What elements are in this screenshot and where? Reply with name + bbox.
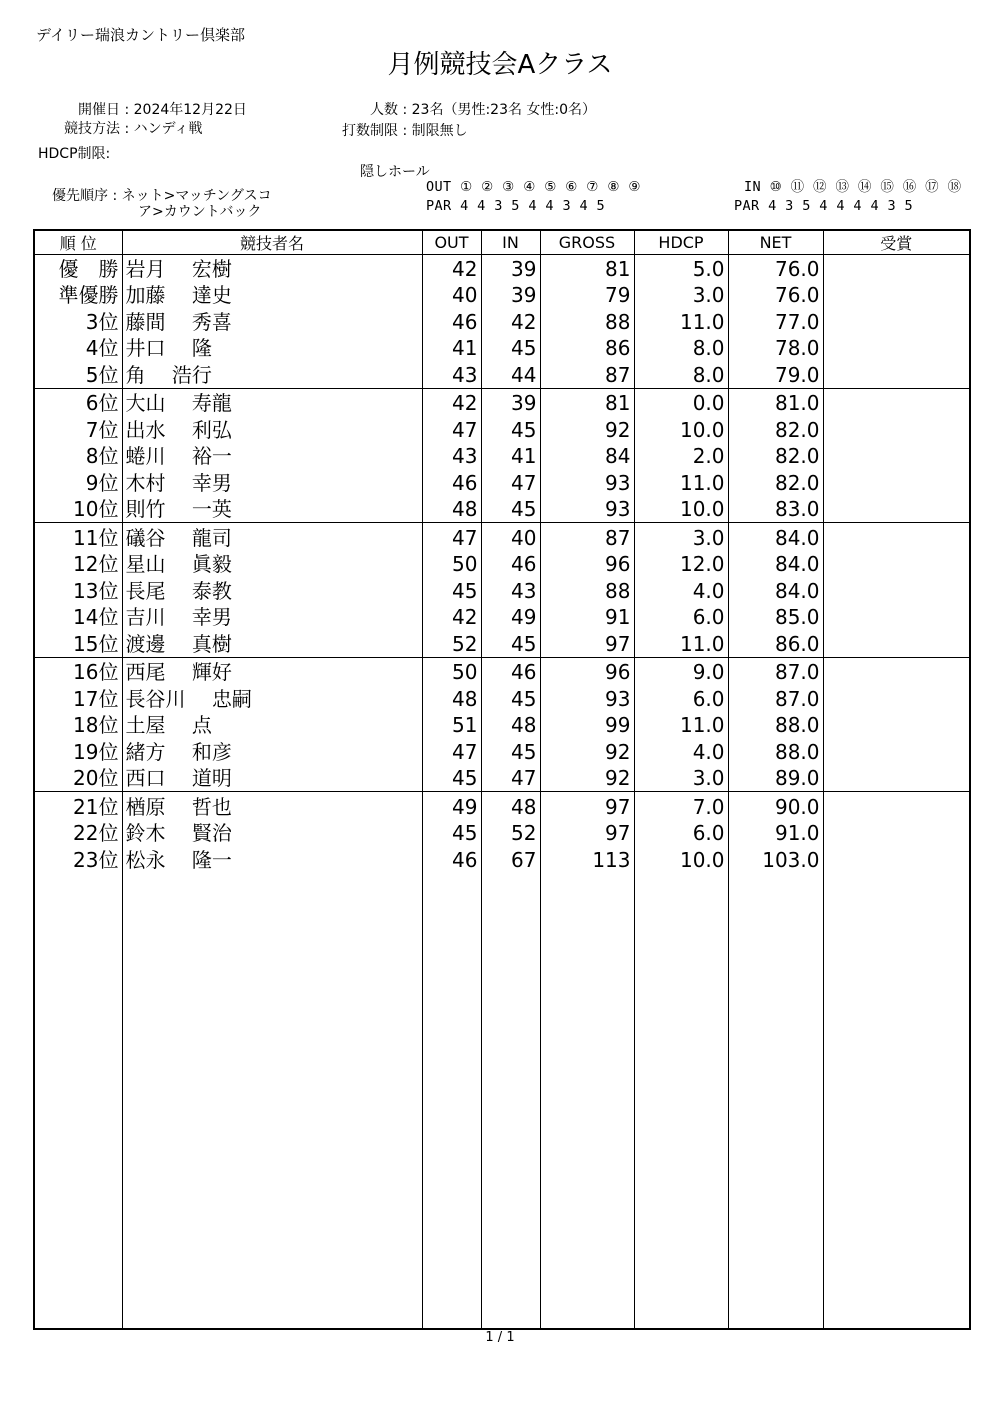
- table-filler-row: [34, 873, 970, 1330]
- net-score-cell: 82.0: [728, 443, 823, 470]
- out-score-cell: 46: [422, 469, 481, 496]
- award-cell: [823, 282, 970, 309]
- in-score-cell: 45: [481, 630, 540, 657]
- player-name-cell: 木村 幸男: [122, 469, 422, 496]
- player-name-cell: 礒谷 龍司: [122, 523, 422, 551]
- rank-cell: 19位: [34, 738, 122, 765]
- hdcp-cell: 6.0: [634, 604, 728, 631]
- net-score-cell: 91.0: [728, 820, 823, 847]
- in-score-cell: 44: [481, 361, 540, 388]
- priority-line1: ネット>マッチングスコ: [121, 188, 272, 204]
- table-row: [34, 685, 970, 712]
- filler-cell: [481, 873, 540, 1330]
- date-label: 開催日: [78, 102, 120, 118]
- results-body: [34, 255, 970, 1330]
- hdcp-cell: 8.0: [634, 335, 728, 362]
- net-score-cell: 82.0: [728, 469, 823, 496]
- gross-score-cell: 87: [540, 523, 634, 551]
- award-cell: [823, 361, 970, 388]
- rank-cell: 3位: [34, 308, 122, 335]
- hdcp-cell: 9.0: [634, 657, 728, 685]
- award-cell: [823, 792, 970, 820]
- club-name: デイリー瑞浪カントリー倶楽部: [36, 26, 245, 44]
- in-score-cell: 41: [481, 443, 540, 470]
- participants-row: 人数 : 23名（男性:23名 女性:0名）: [300, 101, 596, 119]
- gross-score-cell: 93: [540, 685, 634, 712]
- in-score-cell: 42: [481, 308, 540, 335]
- hdcp-cell: 0.0: [634, 388, 728, 416]
- net-score-cell: 88.0: [728, 738, 823, 765]
- in-score-cell: 39: [481, 282, 540, 309]
- award-cell: [823, 388, 970, 416]
- in-score-cell: 45: [481, 685, 540, 712]
- table-row: [34, 657, 970, 685]
- hdcp-cell: 10.0: [634, 846, 728, 873]
- gross-score-cell: 96: [540, 551, 634, 578]
- award-cell: [823, 604, 970, 631]
- gross-score-cell: 92: [540, 738, 634, 765]
- gross-score-cell: 93: [540, 496, 634, 523]
- in-score-cell: 46: [481, 551, 540, 578]
- table-row: [34, 282, 970, 309]
- in-score-cell: 48: [481, 712, 540, 739]
- net-score-cell: 82.0: [728, 416, 823, 443]
- header-in: IN: [481, 230, 540, 255]
- hdcp-cell: 4.0: [634, 577, 728, 604]
- hdcp-cell: 11.0: [634, 308, 728, 335]
- header-out: OUT: [422, 230, 481, 255]
- header-hdcp: HDCP: [634, 230, 728, 255]
- in-score-cell: 39: [481, 388, 540, 416]
- net-score-cell: 79.0: [728, 361, 823, 388]
- header-gross: GROSS: [540, 230, 634, 255]
- net-score-cell: 84.0: [728, 577, 823, 604]
- hdcp-cell: 3.0: [634, 765, 728, 792]
- header-name: 競技者名: [122, 230, 422, 255]
- rank-cell: 21位: [34, 792, 122, 820]
- net-score-cell: 87.0: [728, 685, 823, 712]
- net-score-cell: 83.0: [728, 496, 823, 523]
- out-score-cell: 47: [422, 523, 481, 551]
- in-score-cell: 45: [481, 738, 540, 765]
- out-score-cell: 42: [422, 604, 481, 631]
- table-row: [34, 388, 970, 416]
- award-cell: [823, 630, 970, 657]
- gross-score-cell: 97: [540, 792, 634, 820]
- stroke-limit-label: 打数制限: [342, 123, 398, 139]
- rank-cell: 7位: [34, 416, 122, 443]
- out-score-cell: 43: [422, 443, 481, 470]
- hdcp-cell: 11.0: [634, 630, 728, 657]
- in-holes-line: IN ⑩ ⑪ ⑫ ⑬ ⑭ ⑮ ⑯ ⑰ ⑱: [744, 179, 962, 195]
- table-row: [34, 630, 970, 657]
- net-score-cell: 77.0: [728, 308, 823, 335]
- award-cell: [823, 551, 970, 578]
- filler-cell: [122, 873, 422, 1330]
- table-row: [34, 846, 970, 873]
- table-row: [34, 308, 970, 335]
- gross-score-cell: 113: [540, 846, 634, 873]
- out-score-cell: 45: [422, 577, 481, 604]
- net-score-cell: 78.0: [728, 335, 823, 362]
- award-cell: [823, 308, 970, 335]
- in-score-cell: 45: [481, 416, 540, 443]
- hdcp-cell: 6.0: [634, 685, 728, 712]
- net-score-cell: 84.0: [728, 551, 823, 578]
- gross-score-cell: 93: [540, 469, 634, 496]
- gross-score-cell: 88: [540, 308, 634, 335]
- hdcp-limit-row: HDCP制限:: [38, 146, 111, 162]
- hdcp-cell: 3.0: [634, 282, 728, 309]
- gross-score-cell: 81: [540, 255, 634, 282]
- in-score-cell: 40: [481, 523, 540, 551]
- hdcp-cell: 4.0: [634, 738, 728, 765]
- out-score-cell: 41: [422, 335, 481, 362]
- rank-cell: 優 勝: [34, 255, 122, 282]
- date-row: 開催日 : 2024年12月22日: [40, 101, 247, 119]
- header-rank: 順 位: [34, 230, 122, 255]
- player-name-cell: 西口 道明: [122, 765, 422, 792]
- player-name-cell: 大山 寿龍: [122, 388, 422, 416]
- method-row: 競技方法 : ハンディ戦: [40, 120, 203, 138]
- player-name-cell: 井口 隆: [122, 335, 422, 362]
- in-par-line: PAR 4 3 5 4 4 4 4 3 5: [734, 198, 914, 214]
- out-score-cell: 49: [422, 792, 481, 820]
- table-row: [34, 604, 970, 631]
- rank-cell: 23位: [34, 846, 122, 873]
- award-cell: [823, 765, 970, 792]
- table-row: [34, 416, 970, 443]
- out-score-cell: 42: [422, 388, 481, 416]
- priority-line2: ア>カウントバック: [138, 204, 262, 220]
- gross-score-cell: 86: [540, 335, 634, 362]
- player-name-cell: 岩月 宏樹: [122, 255, 422, 282]
- player-name-cell: 出水 利弘: [122, 416, 422, 443]
- player-name-cell: 加藤 達史: [122, 282, 422, 309]
- participants-label: 人数: [370, 102, 398, 118]
- gross-score-cell: 99: [540, 712, 634, 739]
- out-score-cell: 46: [422, 846, 481, 873]
- out-score-cell: 45: [422, 765, 481, 792]
- in-score-cell: 39: [481, 255, 540, 282]
- hdcp-cell: 11.0: [634, 469, 728, 496]
- in-score-cell: 45: [481, 496, 540, 523]
- hdcp-limit-label: HDCP制限: [38, 146, 106, 162]
- player-name-cell: 松永 隆一: [122, 846, 422, 873]
- rank-cell: 18位: [34, 712, 122, 739]
- in-score-cell: 48: [481, 792, 540, 820]
- net-score-cell: 76.0: [728, 255, 823, 282]
- gross-score-cell: 87: [540, 361, 634, 388]
- player-name-cell: 角 浩行: [122, 361, 422, 388]
- hdcp-cell: 8.0: [634, 361, 728, 388]
- table-row: [34, 738, 970, 765]
- award-cell: [823, 685, 970, 712]
- out-score-cell: 48: [422, 496, 481, 523]
- rank-cell: 5位: [34, 361, 122, 388]
- rank-cell: 15位: [34, 630, 122, 657]
- table-row: [34, 712, 970, 739]
- hdcp-cell: 10.0: [634, 496, 728, 523]
- rank-cell: 12位: [34, 551, 122, 578]
- filler-cell: [34, 873, 122, 1330]
- in-score-cell: 67: [481, 846, 540, 873]
- gross-score-cell: 84: [540, 443, 634, 470]
- gross-score-cell: 92: [540, 765, 634, 792]
- table-row: [34, 551, 970, 578]
- player-name-cell: 則竹 一英: [122, 496, 422, 523]
- in-score-cell: 47: [481, 469, 540, 496]
- in-score-cell: 52: [481, 820, 540, 847]
- gross-score-cell: 92: [540, 416, 634, 443]
- award-cell: [823, 738, 970, 765]
- filler-cell: [823, 873, 970, 1330]
- gross-score-cell: 97: [540, 820, 634, 847]
- gross-score-cell: 97: [540, 630, 634, 657]
- header-award: 受賞: [823, 230, 970, 255]
- out-score-cell: 45: [422, 820, 481, 847]
- award-cell: [823, 255, 970, 282]
- hdcp-cell: 5.0: [634, 255, 728, 282]
- out-score-cell: 47: [422, 738, 481, 765]
- table-row: [34, 792, 970, 820]
- gross-score-cell: 79: [540, 282, 634, 309]
- hdcp-cell: 7.0: [634, 792, 728, 820]
- table-row: [34, 577, 970, 604]
- award-cell: [823, 657, 970, 685]
- out-holes-line: OUT ① ② ③ ④ ⑤ ⑥ ⑦ ⑧ ⑨: [426, 179, 641, 195]
- net-score-cell: 76.0: [728, 282, 823, 309]
- rank-cell: 13位: [34, 577, 122, 604]
- award-cell: [823, 846, 970, 873]
- hdcp-cell: 11.0: [634, 712, 728, 739]
- out-score-cell: 48: [422, 685, 481, 712]
- net-score-cell: 86.0: [728, 630, 823, 657]
- page-number: 1 / 1: [485, 1330, 515, 1345]
- hdcp-cell: 2.0: [634, 443, 728, 470]
- in-score-cell: 45: [481, 335, 540, 362]
- player-name-cell: 緒方 和彦: [122, 738, 422, 765]
- out-score-cell: 42: [422, 255, 481, 282]
- award-cell: [823, 416, 970, 443]
- filler-cell: [540, 873, 634, 1330]
- stroke-limit-value: 制限無し: [411, 123, 468, 139]
- player-name-cell: 渡邊 真樹: [122, 630, 422, 657]
- gross-score-cell: 96: [540, 657, 634, 685]
- rank-cell: 8位: [34, 443, 122, 470]
- player-name-cell: 長尾 泰教: [122, 577, 422, 604]
- gross-score-cell: 91: [540, 604, 634, 631]
- table-row: [34, 496, 970, 523]
- player-name-cell: 土屋 点: [122, 712, 422, 739]
- award-cell: [823, 335, 970, 362]
- player-name-cell: 長谷川 忠嗣: [122, 685, 422, 712]
- participants-value: 23名（男性:23名 女性:0名）: [411, 102, 597, 118]
- rank-cell: 22位: [34, 820, 122, 847]
- out-score-cell: 50: [422, 551, 481, 578]
- out-score-cell: 47: [422, 416, 481, 443]
- out-score-cell: 50: [422, 657, 481, 685]
- net-score-cell: 84.0: [728, 523, 823, 551]
- out-par-line: PAR 4 4 3 5 4 4 3 4 5: [426, 198, 606, 214]
- player-name-cell: 星山 眞毅: [122, 551, 422, 578]
- award-cell: [823, 523, 970, 551]
- net-score-cell: 89.0: [728, 765, 823, 792]
- out-score-cell: 40: [422, 282, 481, 309]
- net-score-cell: 87.0: [728, 657, 823, 685]
- award-cell: [823, 496, 970, 523]
- table-row: [34, 820, 970, 847]
- rank-cell: 4位: [34, 335, 122, 362]
- table-row: [34, 443, 970, 470]
- rank-cell: 6位: [34, 388, 122, 416]
- player-name-cell: 吉川 幸男: [122, 604, 422, 631]
- out-score-cell: 46: [422, 308, 481, 335]
- net-score-cell: 103.0: [728, 846, 823, 873]
- table-row: [34, 523, 970, 551]
- net-score-cell: 85.0: [728, 604, 823, 631]
- hdcp-cell: 3.0: [634, 523, 728, 551]
- net-score-cell: 90.0: [728, 792, 823, 820]
- out-score-cell: 43: [422, 361, 481, 388]
- rank-cell: 14位: [34, 604, 122, 631]
- player-name-cell: 蜷川 裕一: [122, 443, 422, 470]
- award-cell: [823, 712, 970, 739]
- rank-cell: 10位: [34, 496, 122, 523]
- rank-cell: 11位: [34, 523, 122, 551]
- in-score-cell: 47: [481, 765, 540, 792]
- award-cell: [823, 469, 970, 496]
- net-score-cell: 81.0: [728, 388, 823, 416]
- filler-cell: [634, 873, 728, 1330]
- table-row: [34, 469, 970, 496]
- method-label: 競技方法: [64, 121, 120, 137]
- hidden-holes-label: 隠しホール: [360, 164, 430, 180]
- player-name-cell: 藤間 秀喜: [122, 308, 422, 335]
- player-name-cell: 鈴木 賢治: [122, 820, 422, 847]
- filler-cell: [422, 873, 481, 1330]
- gross-score-cell: 81: [540, 388, 634, 416]
- player-name-cell: 西尾 輝好: [122, 657, 422, 685]
- table-row: [34, 335, 970, 362]
- hdcp-cell: 10.0: [634, 416, 728, 443]
- award-cell: [823, 443, 970, 470]
- net-score-cell: 88.0: [728, 712, 823, 739]
- table-row: [34, 765, 970, 792]
- date-value: 2024年12月22日: [133, 102, 247, 118]
- header-net: NET: [728, 230, 823, 255]
- out-score-cell: 52: [422, 630, 481, 657]
- player-name-cell: 楢原 哲也: [122, 792, 422, 820]
- rank-cell: 16位: [34, 657, 122, 685]
- in-score-cell: 43: [481, 577, 540, 604]
- priority-block: 優先順序 : ネット>マッチングスコ ア>カウントバック: [52, 188, 272, 220]
- rank-cell: 準優勝: [34, 282, 122, 309]
- rank-cell: 17位: [34, 685, 122, 712]
- rank-cell: 9位: [34, 469, 122, 496]
- hdcp-cell: 12.0: [634, 551, 728, 578]
- method-value: ハンディ戦: [133, 121, 203, 137]
- filler-cell: [728, 873, 823, 1330]
- rank-cell: 20位: [34, 765, 122, 792]
- out-score-cell: 51: [422, 712, 481, 739]
- in-score-cell: 46: [481, 657, 540, 685]
- hdcp-cell: 6.0: [634, 820, 728, 847]
- award-cell: [823, 577, 970, 604]
- award-cell: [823, 820, 970, 847]
- results-table: [33, 229, 971, 1330]
- table-row: [34, 255, 970, 282]
- in-score-cell: 49: [481, 604, 540, 631]
- table-row: [34, 361, 970, 388]
- table-header-row: [34, 230, 970, 255]
- stroke-limit-row: 打数制限 : 制限無し: [300, 122, 468, 140]
- priority-label: 優先順序: [52, 188, 108, 204]
- gross-score-cell: 88: [540, 577, 634, 604]
- page-title: 月例競技会Aクラス: [387, 50, 613, 80]
